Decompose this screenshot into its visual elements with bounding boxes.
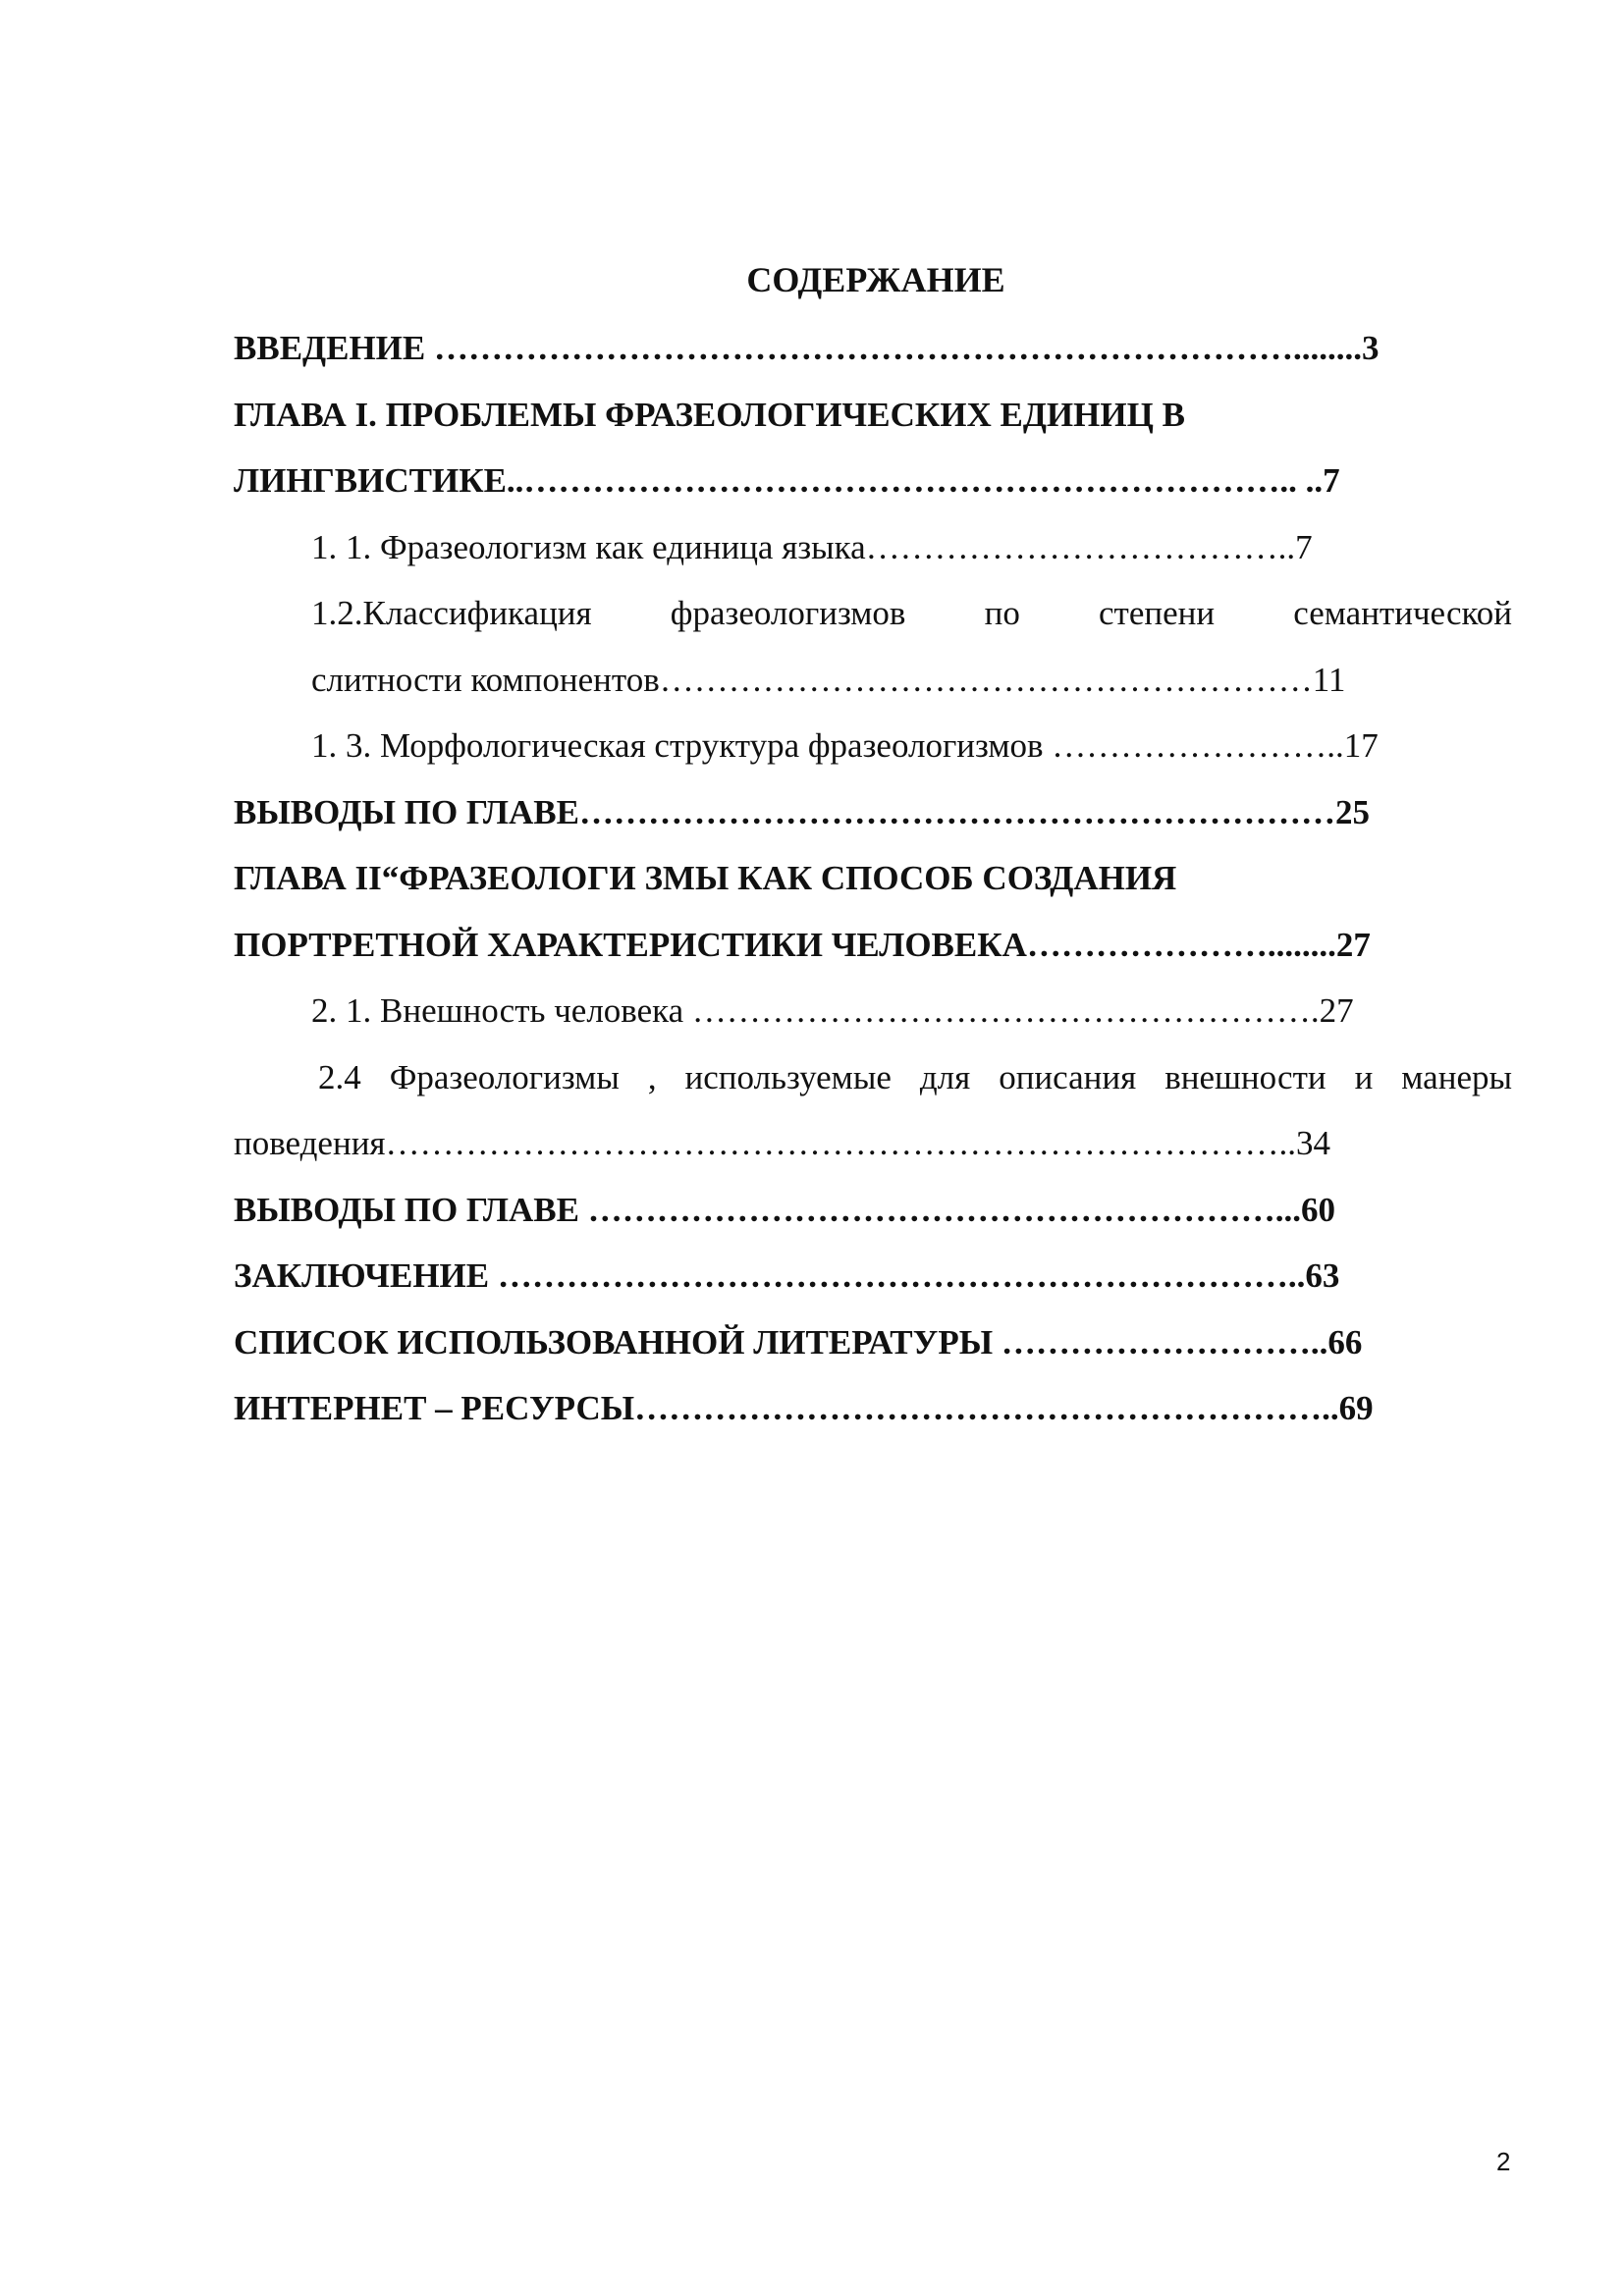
toc-word: манеры <box>1401 1058 1512 1096</box>
toc-entry-section-1-2-line1 <box>311 596 1512 630</box>
toc-entry-section-1-3: 1. 3. Морфологическая структура фразеологизмов ……………………..17 <box>311 726 1379 765</box>
page-number: 2 <box>1496 2147 1511 2176</box>
toc-word: описания <box>999 1058 1137 1096</box>
toc-entry-section-1-1: 1. 1. Фразеологизм как единица языка………………………………..7 <box>311 528 1313 566</box>
toc-word: 1.2.Классификация <box>311 594 592 632</box>
toc-word: используемые <box>684 1058 892 1096</box>
toc-entry-conclusion: ЗАКЛЮЧЕНИЕ ……………………………………………………………..63 <box>234 1256 1340 1295</box>
toc-entry-section-2-4-line2: поведения……………………………………………………………………..34 <box>234 1124 1331 1162</box>
toc-entry-chapter1-line1: ГЛАВА I. ПРОБЛЕМЫ ФРАЗЕОЛОГИЧЕСКИХ ЕДИНИЦ В <box>234 396 1185 434</box>
toc-entry-internet-resources: ИНТЕРНЕТ – РЕСУРСЫ……………………………………………………..69 <box>234 1389 1374 1427</box>
toc-entry-chapter2-line1: ГЛАВА II“ФРАЗЕОЛОГИ ЗМЫ КАК СПОСОБ СОЗДАНИЯ <box>234 859 1177 897</box>
toc-word: фразеологизмов <box>670 594 906 632</box>
toc-entry-section-1-2-line2: слитности компонентов…………………………………………………11 <box>311 661 1346 699</box>
toc-entry-chapter2-line2: ПОРТРЕТНОЙ ХАРАКТЕРИСТИКИ ЧЕЛОВЕКА…………………........27 <box>234 926 1371 964</box>
toc-word: степени <box>1099 594 1216 632</box>
toc-entry-chapter1-conclusions: ВЫВОДЫ ПО ГЛАВЕ…………………………………………………………25 <box>234 793 1370 831</box>
toc-word: для <box>919 1058 971 1096</box>
toc-entry-references: СПИСОК ИСПОЛЬЗОВАННОЙ ЛИТЕРАТУРЫ ………………………..66 <box>234 1323 1363 1362</box>
toc-entry-introduction: ВВЕДЕНИЕ …………………………………………………………………........3 <box>234 329 1380 367</box>
toc-entry-chapter2-conclusions: ВЫВОДЫ ПО ГЛАВЕ ……………………………………………………...60 <box>234 1191 1335 1229</box>
toc-title: СОДЕРЖАНИЕ <box>746 260 1005 299</box>
toc-entry-section-2-4-line1 <box>318 1060 1512 1095</box>
toc-entry-chapter1-line2: ЛИНГВИСТИКЕ..………………………………………………………….. ..7 <box>234 461 1340 500</box>
toc-word: по <box>984 594 1020 632</box>
toc-word: и <box>1354 1058 1374 1096</box>
toc-word: 2.4 <box>318 1058 361 1096</box>
toc-word: , <box>647 1058 657 1096</box>
toc-word: внешности <box>1164 1058 1326 1096</box>
toc-entry-section-2-1: 2. 1. Внешность человека ……………………………………………….27 <box>311 991 1354 1030</box>
toc-word: семантической <box>1293 594 1512 632</box>
toc-word: Фразеологизмы <box>389 1058 620 1096</box>
